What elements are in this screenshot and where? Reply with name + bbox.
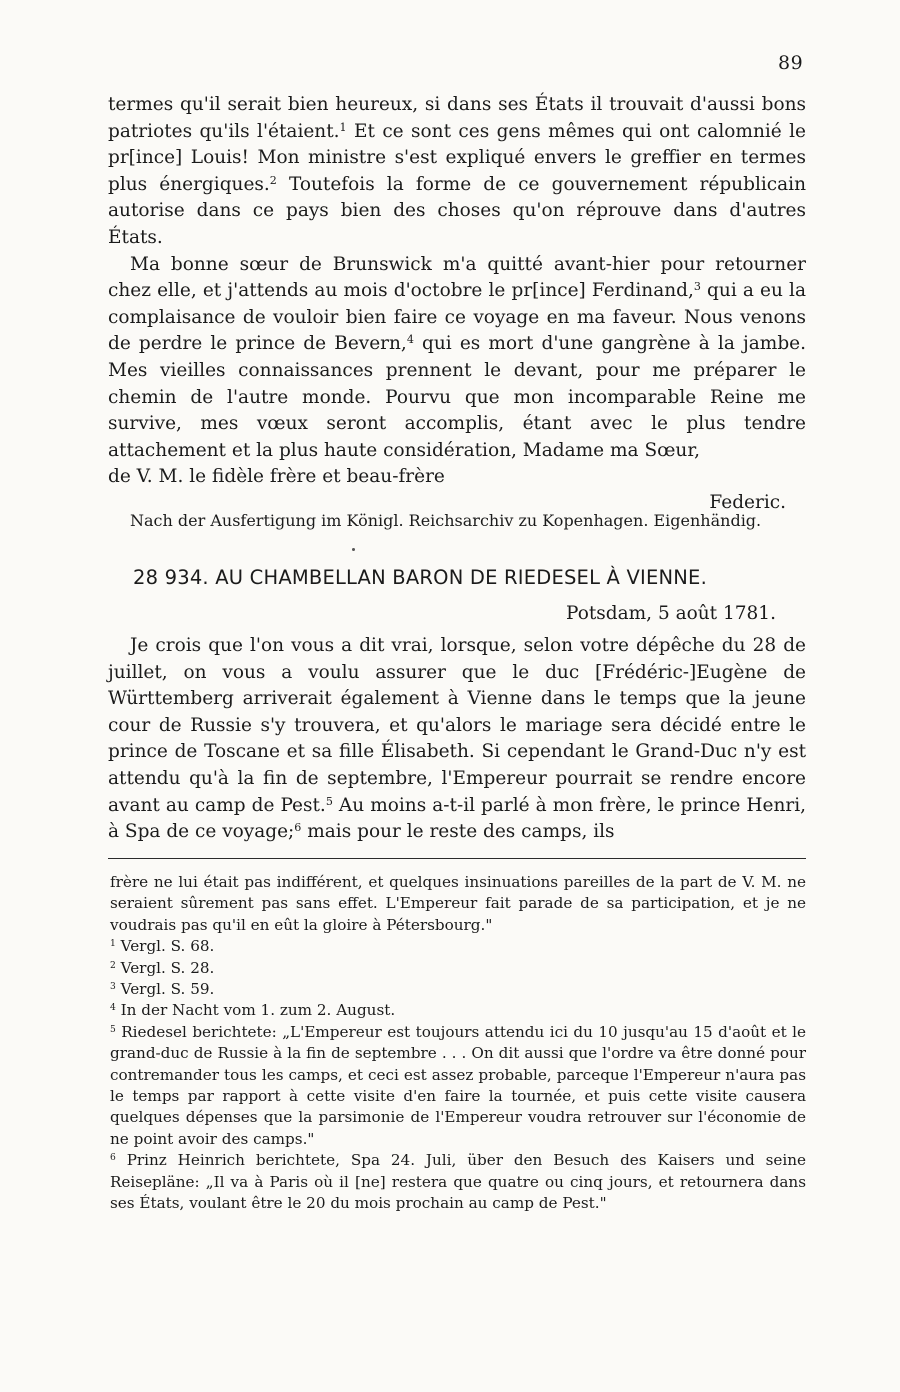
letter-heading: 28 934. AU CHAMBELLAN BARON DE RIEDESEL À VIENNE.	[133, 566, 707, 589]
stray-mark	[352, 548, 355, 551]
footnote-5	[110, 1022, 806, 1150]
paragraph-2	[108, 252, 806, 465]
footnote-num: 4	[110, 1003, 116, 1014]
footnote-ref-6: 6	[294, 821, 302, 835]
continued-letter-text	[108, 92, 806, 516]
footnote-1	[110, 936, 806, 957]
footnote-ref-4: 4	[406, 333, 414, 347]
letter-part-2: Au moins a-t-il parlé à mon frère, le prince Henri, à Spa de ce voyage;	[108, 794, 806, 843]
paragraph-2-part-1: Ma bonne sœur de Brunswick m'a quitté avant-hier pour retourner chez elle, et j'attends au mois d'octobre le pr[ince] Ferdinand,	[108, 253, 806, 302]
source-note: Nach der Ausfertigung im Königl. Reichsarchiv zu Kopenhagen. Eigenhändig.	[130, 511, 762, 530]
footnote-text: Vergl. S. 68.	[120, 937, 215, 956]
footnote-ref-5: 5	[325, 794, 333, 808]
footnote-6	[110, 1150, 806, 1214]
footnotes	[110, 872, 806, 1215]
footnote-divider	[108, 858, 806, 859]
footnote-ref-2: 2	[269, 173, 277, 187]
letter-paragraph	[108, 633, 806, 846]
paragraph-2-part-3: qui es mort d'une gangrène à la jambe. Mes vieilles connaissances prennent le devant, pour me préparer le chemin de l'autre monde. Pourvu que mon incomparable Reine me survive, mes vœux seront accomplis, étant avec le plus tendre attachement et la plus haute considération, Madame ma Sœur,	[108, 333, 806, 461]
paragraph-1-part-2: Et ce sont ces gens mêmes qui ont calomnié le pr[ince] Louis! Mon ministre s'est expliqué envers le greffier en termes plus énergiques.	[108, 120, 806, 195]
letter-dateline: Potsdam, 5 août 1781.	[566, 603, 776, 624]
footnote-num: 6	[110, 1153, 116, 1164]
letter-part-3: mais pour le reste des camps, ils	[301, 821, 615, 843]
footnote-text: Riedesel berichtete: „L'Empereur est toujours attendu ici du 10 jusqu'au 15 d'août et le grand-duc de Russie à la fin de septembre . . . On dit aussi que l'ordre va être donné pour contremander tous les camps, et ceci est assez probable, parceque l'Empereur n'aura pas le temps par rapport à cette visite d'en faire la tournée, et puis cette visite causera quelques dépenses que la parsimonie de l'Empereur voudra retrouver sur l'économie de ne point avoir des camps."	[110, 1022, 806, 1148]
footnote-text: Vergl. S. 28.	[120, 958, 215, 977]
footnote-4	[110, 1000, 806, 1021]
page-number: 89	[778, 52, 804, 74]
footnote-3	[110, 979, 806, 1000]
letter-body	[108, 633, 806, 846]
footnote-num: 2	[110, 960, 116, 971]
footnote-text: Prinz Heinrich berichtete, Spa 24. Juli, über den Besuch des Kaisers und seine Reisepläne: „Il va à Paris où il [ne] restera que quatre ou cinq jours, et retournera dans ses États, voulant être le 20 du mois prochain au camp de Pest."	[110, 1151, 807, 1213]
footnote-text: Vergl. S. 59.	[120, 980, 215, 999]
paragraph-1-part-1: termes qu'il serait bien heureux, si dans ses États il trouvait d'aussi bons patriotes qu'ils l'étaient.	[108, 94, 806, 142]
footnote-num: 3	[110, 982, 116, 993]
footnote-ref-3: 3	[693, 280, 701, 294]
footnote-num: 1	[110, 939, 116, 950]
footnote-num: 5	[110, 1024, 116, 1035]
footnote-2	[110, 958, 806, 979]
paragraph-1-part-3: Toutefois la forme de ce gouvernement républicain autorise dans ce pays bien des choses qu'on réprouve dans d'autres États.	[108, 173, 806, 248]
footnote-text: In der Nacht vom 1. zum 2. August.	[120, 1001, 396, 1020]
paragraph-2-part-2: qui a eu la complaisance de vouloir bien faire ce voyage en ma faveur. Nous venons de perdre le prince de Bevern,	[108, 280, 806, 355]
paragraph-1	[108, 92, 806, 252]
footnote-carryover: frère ne lui était pas indifférent, et quelques insinuations pareilles de la part de V. M. ne seraient sûrement pas sans effet. L'Empereur fait parade de sa participation, et je ne voudrais pas qu'il en eût la gloire à Pétersbourg."	[110, 873, 806, 934]
footnote-ref-1: 1	[339, 120, 347, 134]
closing-block	[108, 464, 806, 516]
closing-formula: de V. M. le fidèle frère et beau-frère	[108, 466, 445, 488]
letter-part-1: Je crois que l'on vous a dit vrai, lorsque, selon votre dépêche du 28 de juillet, on vous a voulu assurer que le duc [Frédéric-]Eugène de Württemberg arriverait également à Vienne dans le temps que la jeune cour de Russie s'y trouvera, et qu'alors le mariage sera décidé entre le prince de Toscane et sa fille Élisabeth. Si cependant le Grand-Duc n'y est attendu qu'à la fin de septembre, l'Empereur pourrait se rendre encore avant au camp de Pest.	[108, 635, 806, 816]
signature: Federic.	[709, 492, 786, 514]
